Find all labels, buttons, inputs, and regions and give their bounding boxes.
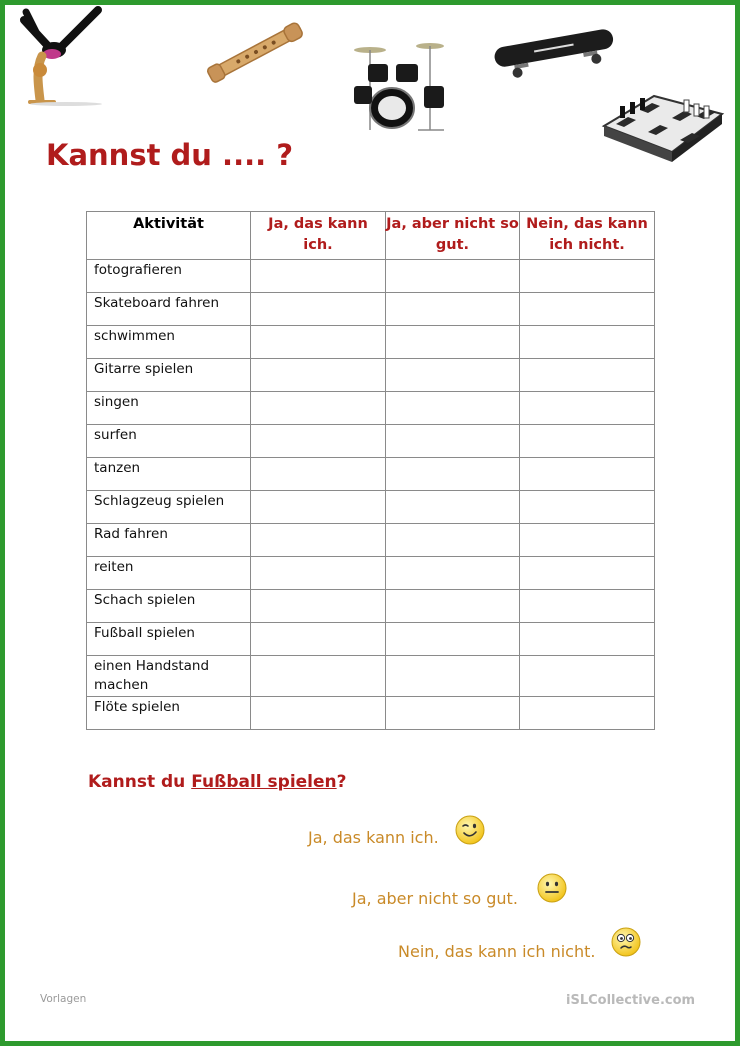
answer-cell[interactable] bbox=[520, 293, 655, 326]
recorder-flute-image bbox=[200, 16, 312, 88]
table-row bbox=[87, 359, 655, 392]
activity-cell: surfen bbox=[87, 425, 251, 458]
answer-cell[interactable] bbox=[520, 557, 655, 590]
answer-cell[interactable] bbox=[251, 590, 386, 623]
activity-cell: Skateboard fahren bbox=[87, 293, 251, 326]
worried-smiley-icon bbox=[610, 926, 642, 962]
answer-cell[interactable] bbox=[520, 697, 655, 730]
activity-cell: tanzen bbox=[87, 458, 251, 491]
example-question bbox=[88, 772, 347, 792]
activity-cell: Fußball spielen bbox=[87, 623, 251, 656]
table-row bbox=[87, 260, 655, 293]
answer-cell[interactable] bbox=[520, 623, 655, 656]
answer-cell[interactable] bbox=[386, 623, 520, 656]
answer-cell[interactable] bbox=[520, 425, 655, 458]
activity-cell: reiten bbox=[87, 557, 251, 590]
table-row bbox=[87, 458, 655, 491]
answer-no: Nein, das kann ich nicht. bbox=[398, 942, 596, 961]
activity-table bbox=[86, 211, 655, 730]
table-row bbox=[87, 425, 655, 458]
table-row bbox=[87, 697, 655, 730]
answer-cell[interactable] bbox=[386, 425, 520, 458]
answer-cell[interactable] bbox=[251, 524, 386, 557]
answer-cell[interactable] bbox=[386, 260, 520, 293]
answer-cell[interactable] bbox=[520, 524, 655, 557]
table-header-row bbox=[87, 212, 655, 260]
answer-cell[interactable] bbox=[251, 557, 386, 590]
question-suffix: ? bbox=[336, 772, 347, 792]
answer-cell[interactable] bbox=[251, 491, 386, 524]
activity-cell: Rad fahren bbox=[87, 524, 251, 557]
answer-yes: Ja, das kann ich. bbox=[308, 828, 439, 847]
answer-cell[interactable] bbox=[251, 392, 386, 425]
header-option-partly: Ja, aber nicht so gut. bbox=[386, 212, 520, 260]
activity-cell: Schach spielen bbox=[87, 590, 251, 623]
answer-cell[interactable] bbox=[520, 392, 655, 425]
table-row bbox=[87, 491, 655, 524]
winking-smiley-icon bbox=[454, 814, 486, 850]
drum-kit-image bbox=[348, 40, 454, 132]
table-row bbox=[87, 326, 655, 359]
answer-cell[interactable] bbox=[251, 458, 386, 491]
table-row bbox=[87, 293, 655, 326]
answer-cell[interactable] bbox=[251, 623, 386, 656]
answer-cell[interactable] bbox=[386, 557, 520, 590]
answer-cell[interactable] bbox=[386, 656, 520, 697]
question-activity: Fußball spielen bbox=[191, 772, 337, 792]
skateboard-image bbox=[490, 14, 618, 84]
header-option-no: Nein, das kann ich nicht. bbox=[520, 212, 655, 260]
answer-cell[interactable] bbox=[251, 425, 386, 458]
neutral-smiley-icon bbox=[536, 872, 568, 908]
header-option-yes: Ja, das kann ich. bbox=[251, 212, 386, 260]
activity-cell: Flöte spielen bbox=[87, 697, 251, 730]
activity-cell: schwimmen bbox=[87, 326, 251, 359]
answer-cell[interactable] bbox=[386, 697, 520, 730]
answer-cell[interactable] bbox=[386, 590, 520, 623]
answer-cell[interactable] bbox=[251, 656, 386, 697]
activity-cell: Gitarre spielen bbox=[87, 359, 251, 392]
answer-cell[interactable] bbox=[386, 458, 520, 491]
answer-cell[interactable] bbox=[386, 392, 520, 425]
answer-cell[interactable] bbox=[520, 491, 655, 524]
table-row bbox=[87, 590, 655, 623]
footer-site-logo[interactable]: iSLCollective.com bbox=[566, 993, 696, 1008]
table-row bbox=[87, 392, 655, 425]
table-row bbox=[87, 623, 655, 656]
page-title: Kannst du .... ? bbox=[46, 138, 294, 172]
answer-cell[interactable] bbox=[520, 359, 655, 392]
handstand-person-image bbox=[18, 6, 108, 106]
chess-board-image bbox=[600, 82, 726, 166]
answer-cell[interactable] bbox=[251, 359, 386, 392]
answer-partly: Ja, aber nicht so gut. bbox=[352, 889, 518, 908]
question-prefix: Kannst du bbox=[88, 772, 192, 792]
table-row bbox=[87, 524, 655, 557]
answer-cell[interactable] bbox=[520, 260, 655, 293]
answer-cell[interactable] bbox=[520, 656, 655, 697]
answer-cell[interactable] bbox=[251, 293, 386, 326]
activity-cell: einen Handstand machen bbox=[87, 656, 251, 697]
answer-cell[interactable] bbox=[386, 293, 520, 326]
table-row bbox=[87, 557, 655, 590]
table-row bbox=[87, 656, 655, 697]
answer-cell[interactable] bbox=[251, 326, 386, 359]
activity-cell: Schlagzeug spielen bbox=[87, 491, 251, 524]
answer-cell[interactable] bbox=[386, 359, 520, 392]
answer-cell[interactable] bbox=[520, 458, 655, 491]
answer-cell[interactable] bbox=[251, 260, 386, 293]
answer-cell[interactable] bbox=[520, 326, 655, 359]
header-activity: Aktivität bbox=[87, 212, 251, 260]
activity-cell: singen bbox=[87, 392, 251, 425]
activity-cell: fotografieren bbox=[87, 260, 251, 293]
footer-watermark-left: Vorlagen bbox=[40, 993, 87, 1005]
answer-cell[interactable] bbox=[386, 524, 520, 557]
answer-cell[interactable] bbox=[386, 491, 520, 524]
answer-cell[interactable] bbox=[520, 590, 655, 623]
answer-cell[interactable] bbox=[386, 326, 520, 359]
answer-cell[interactable] bbox=[251, 697, 386, 730]
